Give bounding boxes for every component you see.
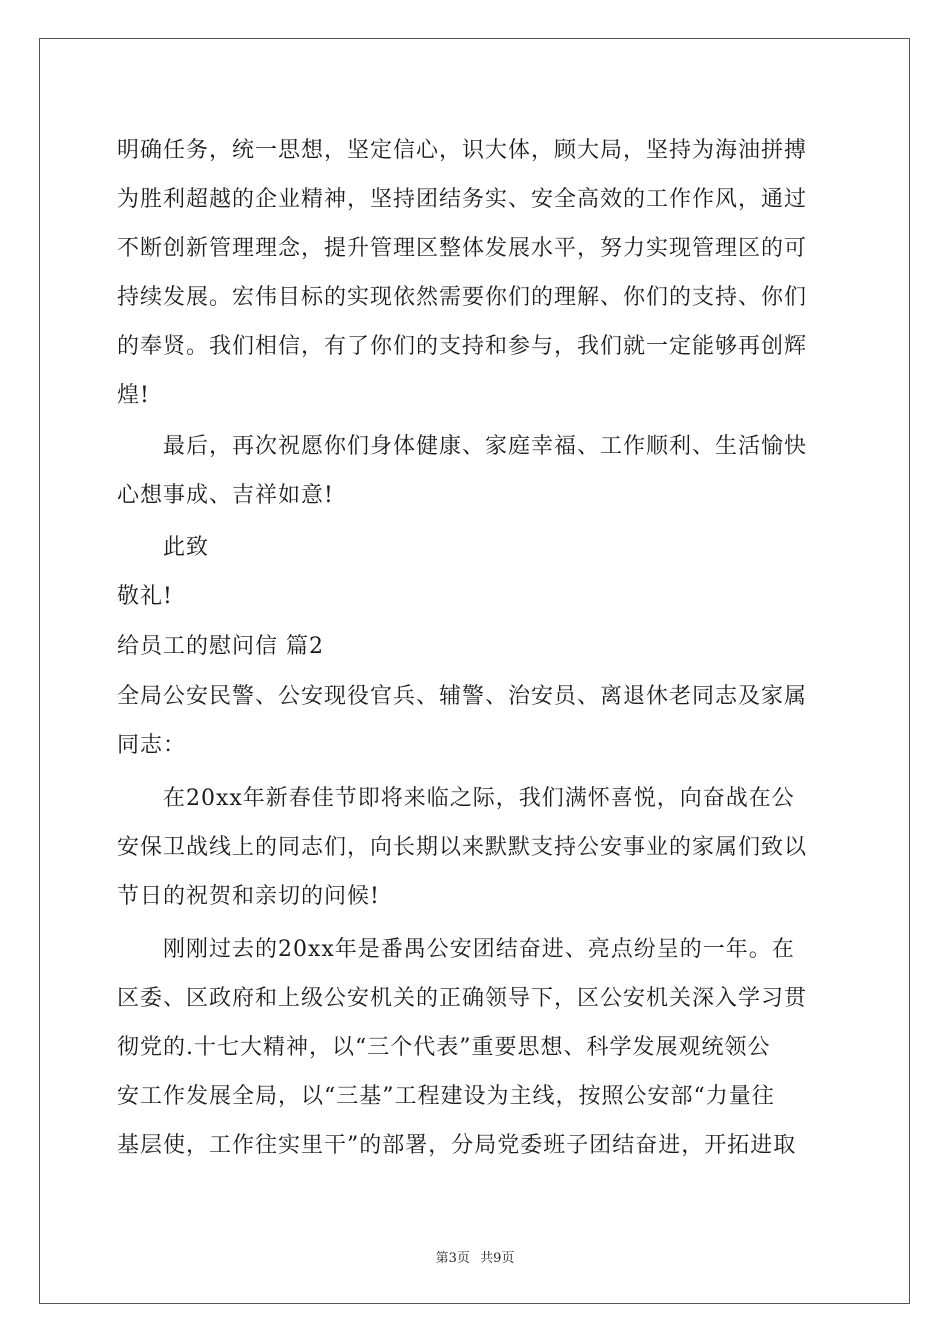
text-line: 节日的祝贺和亲切的问候!: [117, 884, 380, 909]
text-line: 的奉贤。我们相信，有了你们的支持和参与，我们就一定能够再创辉: [117, 334, 808, 359]
text-line: 最后，再次祝愿你们身体健康、家庭幸福、工作顺利、生活愉快: [163, 434, 808, 459]
text-line: 安工作发展全局，以“三基”工程建设为主线，按照公安部“力量往: [117, 1084, 775, 1109]
text-line: 为胜利超越的企业精神，坚持团结务实、安全高效的工作作风，通过: [117, 187, 808, 212]
text-line: 煌!: [117, 383, 150, 408]
text-line: 持续发展。宏伟目标的实现依然需要你们的理解、你们的支持、你们: [117, 285, 808, 310]
text-line: 在20xx年新春佳节即将来临之际，我们满怀喜悦，向奋战在公: [163, 786, 795, 811]
text-line: 区委、区政府和上级公安机关的正确领导下，区公安机关深入学习贯: [117, 986, 808, 1011]
text-line: 安保卫战线上的同志们，向长期以来默默支持公安事业的家属们致以: [117, 835, 808, 860]
text-line: 全局公安民警、公安现役官兵、辅警、治安员、离退休老同志及家属: [117, 684, 808, 709]
text-line: 基层使，工作往实里干”的部署，分局党委班子团结奋进，开拓进取: [117, 1133, 797, 1158]
page-footer: [0, 1247, 950, 1266]
section-heading: 给员工的慰问信 篇2: [117, 634, 324, 659]
salutation-line: 此致: [163, 535, 210, 560]
closing-line: 敬礼!: [117, 584, 173, 609]
text-line: 同志：: [117, 733, 187, 758]
text-line: 刚刚过去的20xx年是番禺公安团结奋进、亮点纷呈的一年。在: [163, 937, 795, 962]
page-total: 共9页: [480, 1251, 515, 1266]
page-number: 第3页: [435, 1251, 470, 1266]
text-line: 不断创新管理理念，提升管理区整体发展水平，努力实现管理区的可: [117, 236, 808, 261]
text-line: 彻党的.十七大精神，以“三个代表”重要思想、科学发展观统领公: [117, 1035, 771, 1060]
text-line: 心想事成、吉祥如意!: [117, 483, 334, 508]
text-line: 明确任务，统一思想，坚定信心，识大体，顾大局，坚持为海油拼搏: [117, 138, 808, 163]
